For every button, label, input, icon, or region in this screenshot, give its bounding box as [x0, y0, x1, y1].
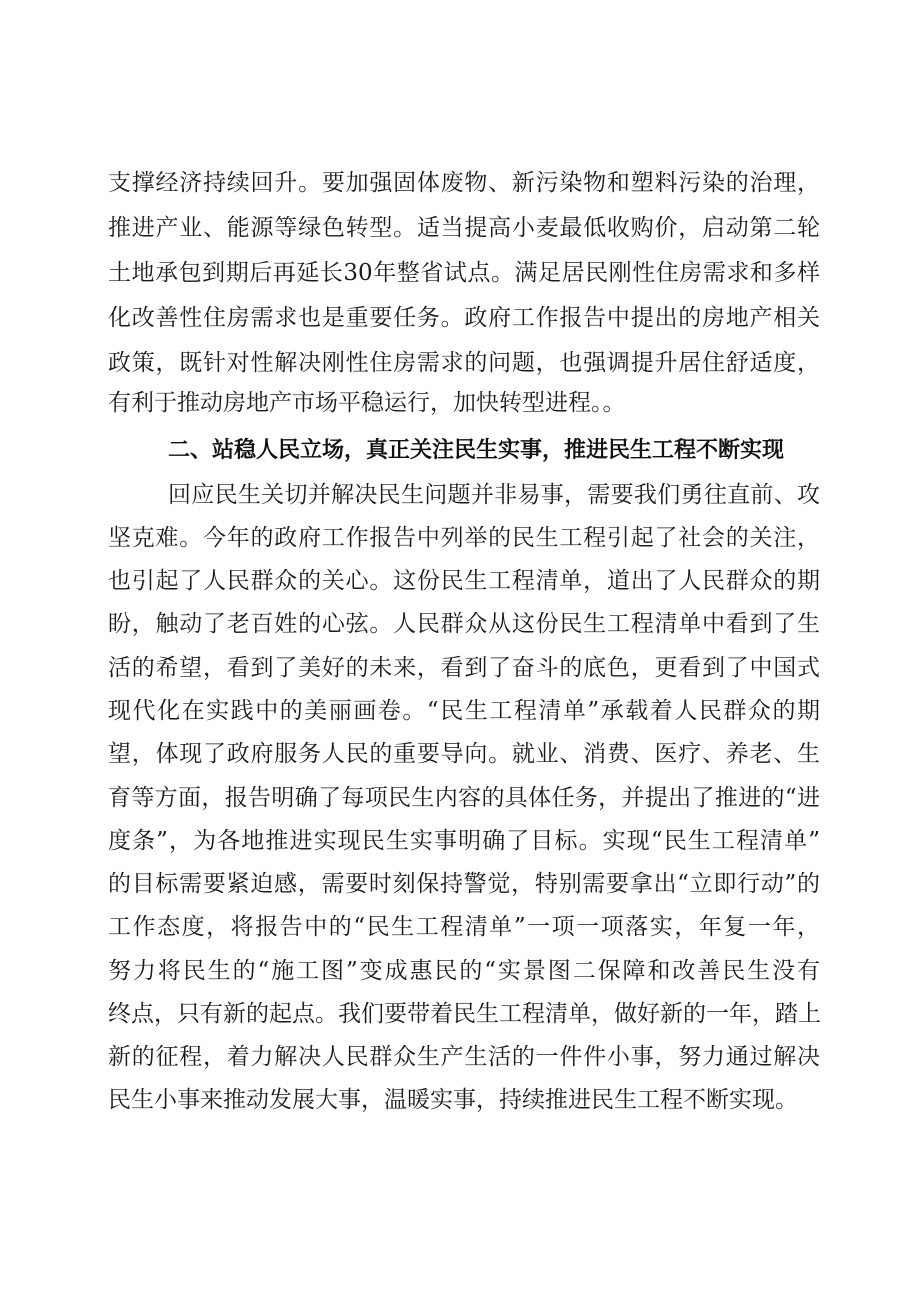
paragraph-line: 活的希望，看到了美好的未来，看到了奋斗的底色，更看到了中国式 — [108, 655, 820, 681]
paragraph-line: 推进产业、能源等绿色转型。适当提高小麦最低收购价，启动第二轮 — [108, 215, 820, 241]
paragraph-line: 有利于推动房地产市场平稳运行，加快转型进程。。 — [108, 390, 626, 416]
paragraph-line: 育等方面，报告明确了每项民生内容的具体任务，并提出了推进的“进 — [108, 785, 820, 811]
paragraph-line: 回应民生关切并解决民生问题并非易事，需要我们勇往直前、攻 — [168, 482, 820, 508]
paragraph-line: 政策，既针对性解决刚性住房需求的问题，也强调提升居住舒适度， — [108, 350, 820, 376]
paragraph-line: 新的征程，着力解决人民群众生产生活的一件件小事，努力通过解决 — [108, 1044, 820, 1070]
paragraph-line: 支撑经济持续回升。要加强固体废物、新污染物和塑料污染的治理， — [108, 170, 820, 196]
paragraph-line: 度条”，为各地推进实现民生实事明确了目标。实现“民生工程清单” — [108, 828, 820, 854]
paragraph-line: 工作态度，将报告中的“民生工程清单”一项一项落实，年复一年， — [108, 914, 820, 940]
paragraph-line: 的目标需要紧迫感，需要时刻保持警觉，特别需要拿出“立即行动”的 — [108, 871, 820, 897]
paragraph-line: 土地承包到期后再延长30年整省试点。满足居民刚性住房需求和多样 — [108, 260, 820, 286]
paragraph-line: 望，体现了政府服务人民的重要导向。就业、消费、医疗、养老、生 — [108, 741, 820, 767]
paragraph-line: 终点，只有新的起点。我们要带着民生工程清单，做好新的一年，踏上 — [108, 1001, 821, 1027]
paragraph-line: 坚克难。今年的政府工作报告中列举的民生工程引起了社会的关注， — [108, 525, 820, 551]
paragraph-line: 民生小事来推动发展大事，温暖实事，持续推进民生工程不断实现。 — [108, 1087, 798, 1113]
paragraph-line: 盼，触动了老百姓的心弦。人民群众从这份民生工程清单中看到了生 — [108, 611, 820, 637]
section-heading: 二、站稳人民立场，真正关注民生实事，推进民生工程不断实现 — [168, 438, 785, 463]
paragraph-line: 现代化在实践中的美丽画卷。“民生工程清单”承载着人民群众的期 — [108, 698, 820, 724]
paragraph-line: 努力将民生的“施工图”变成惠民的“实景图二保障和改善民生没有 — [108, 958, 820, 984]
paragraph-line: 化改善性住房需求也是重要任务。政府工作报告中提出的房地产相关 — [108, 305, 820, 331]
paragraph-line: 也引起了人民群众的关心。这份民生工程清单，道出了人民群众的期 — [108, 568, 820, 594]
